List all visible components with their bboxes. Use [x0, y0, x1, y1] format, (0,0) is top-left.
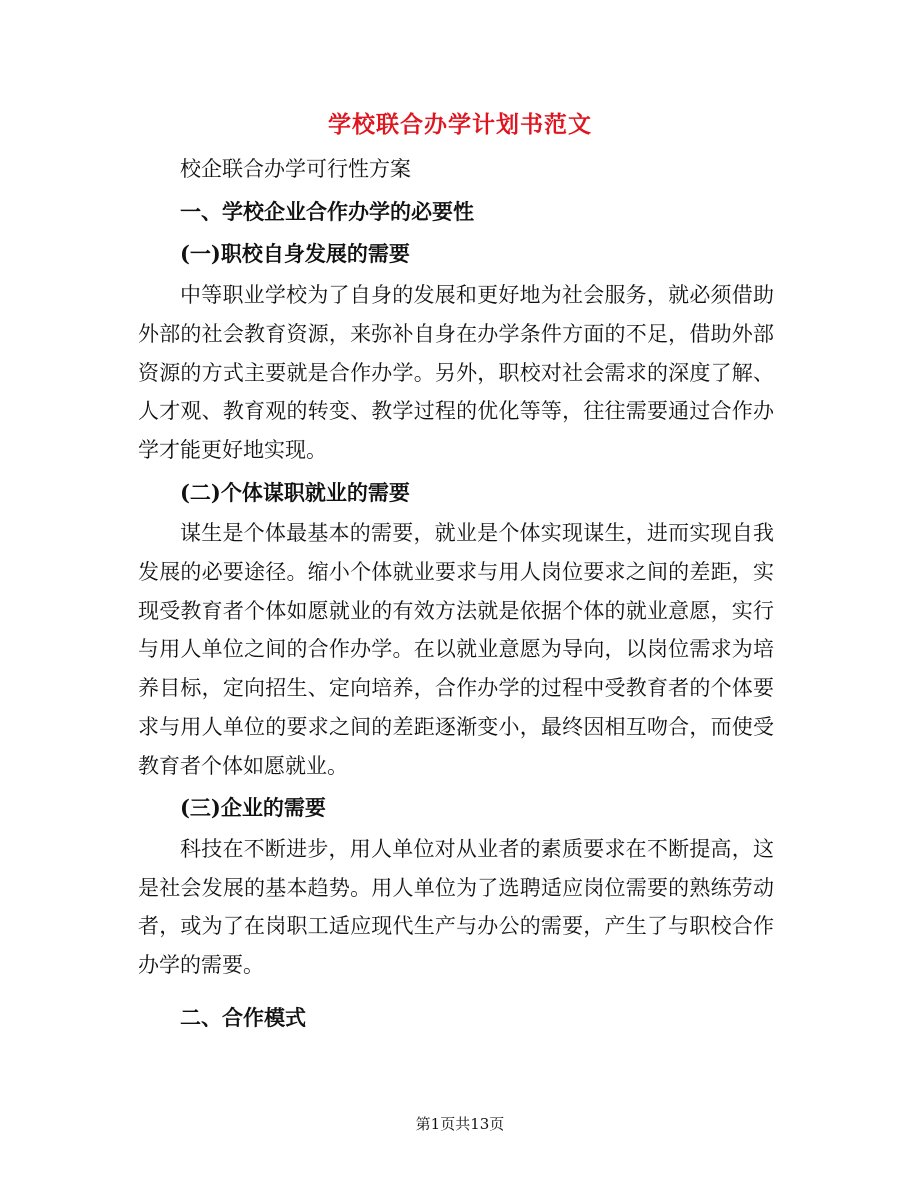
- paragraph-1: 中等职业学校为了自身的发展和更好地为社会服务，就必须借助外部的社会教育资源，来弥补自身在办学条件方面的不足，借助外部资源的方式主要就是合作办学。另外，职校对社会需求的深度了解、人才观、教育观的转变、教学过程的优化等等，往往需要通过合作办学才能更好地实现。: [138, 283, 774, 462]
- section-heading-1-2: (二)个体谋职就业的需要: [180, 479, 410, 505]
- paragraph-2: 谋生是个体最基本的需要，就业是个体实现谋生，进而实现自我发展的必要途径。缩小个体就业要求与用人岗位要求之间的差距，实现受教育者个体如愿就业的有效方法就是依据个体的就业意愿，实行与用人单位之间的合作办学。在以就业意愿为导向，以岗位需求为培养目标，定向招生、定向培养，合作办学的过程中受教育者的个体要求与用人单位的要求之间的差距逐渐变小，最终因相互吻合，而使受教育者个体如愿就业。: [138, 521, 774, 778]
- document-body: [138, 150, 774, 1039]
- section-heading-1: 一、学校企业合作办学的必要性: [180, 198, 474, 224]
- section-heading-2: 二、合作模式: [180, 1004, 306, 1030]
- document-title: 学校联合办学计划书范文: [328, 111, 592, 138]
- page-number: 第1页共13页: [415, 1115, 505, 1133]
- paragraph-3: 科技在不断进步，用人单位对从业者的素质要求在不断提高，这是社会发展的基本趋势。用人单位为了选聘适应岗位需要的熟练劳动者，或为了在岗职工适应现代生产与办公的需要，产生了与职校合作办学的需要。: [138, 836, 774, 978]
- section-heading-1-3: (三)企业的需要: [180, 795, 326, 821]
- section-heading-1-1: (一)职校自身发展的需要: [180, 241, 410, 267]
- document-subtitle: 校企联合办学可行性方案: [180, 157, 411, 181]
